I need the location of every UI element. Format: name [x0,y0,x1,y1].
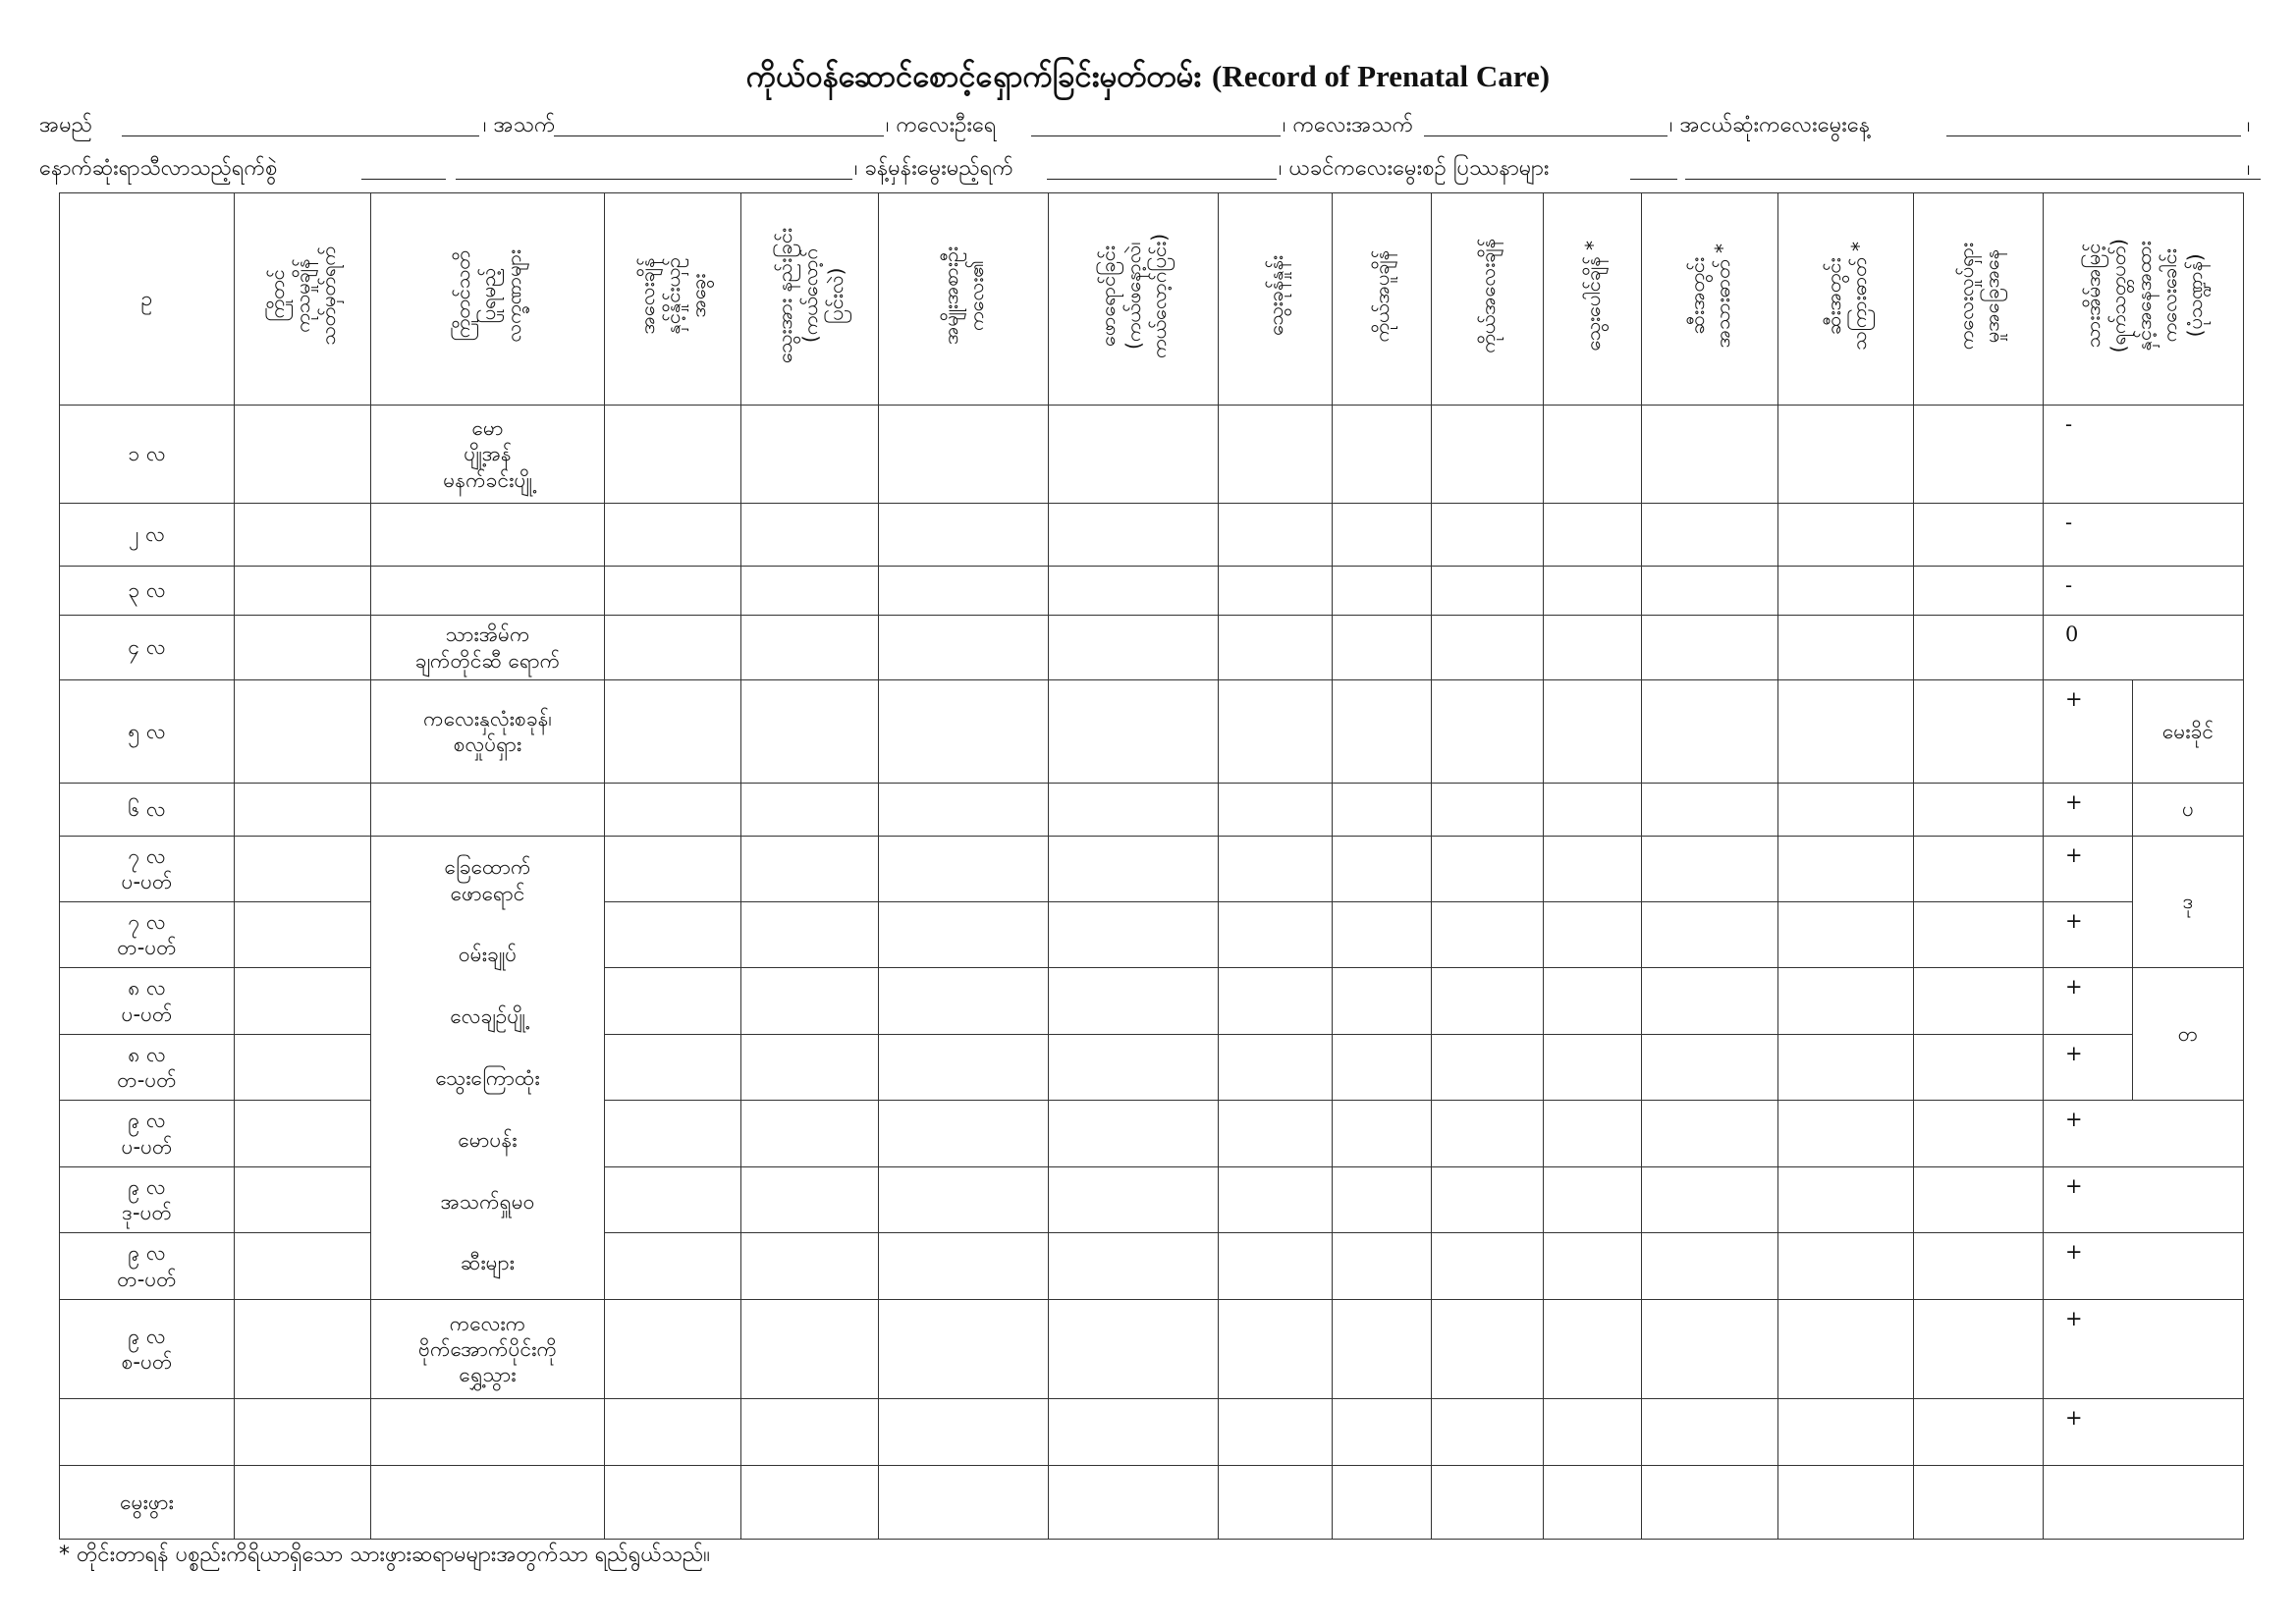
measurement-cell[interactable] [1432,1035,1544,1101]
fundal-height-mark: + [2044,837,2133,902]
line1-end: ၊ [2247,113,2251,137]
warning-sign-cell [371,1466,605,1540]
measurement-cell[interactable] [1432,837,1544,902]
measurement-cell[interactable] [879,1167,1049,1233]
appointment-cell[interactable] [235,1233,371,1300]
appointment-cell[interactable] [235,1101,371,1167]
measurement-cell[interactable] [1778,1101,1914,1167]
measurement-cell[interactable] [1219,784,1333,837]
measurement-cell[interactable] [879,1466,1049,1540]
measurement-cell[interactable] [1432,968,1544,1035]
measurement-cell[interactable] [1432,1101,1544,1167]
field-lmp-b[interactable] [456,179,852,180]
period-cell: ၉ လ ပ-ပတ် [60,1101,235,1167]
warning-sign-cell [371,1399,605,1466]
measurement-cell[interactable] [879,504,1049,567]
measurement-cell[interactable] [605,504,741,567]
appointment-cell[interactable] [235,902,371,968]
period-cell: ၅ လ [60,680,235,784]
header-row [60,193,2244,406]
measurement-cell[interactable] [1914,1300,2044,1399]
measurement-cell[interactable] [1049,406,1219,504]
measurement-cell[interactable] [1914,902,2044,968]
title-myanmar: ကိုယ်ဝန်ဆောင်စောင့်ရှောက်ခြင်းမှတ်တမ်း [745,59,1202,94]
measurement-cell[interactable] [1642,567,1778,616]
measurement-cell[interactable] [1778,968,1914,1035]
measurement-cell[interactable] [879,968,1049,1035]
footnote: * တိုင်းတာရန် ပစ္စည်းကိရိယာရှိသော သားဖွားဆရာမများအတွက်သာ ရည်ရွယ်သည်။ [59,1543,710,1567]
measurement-cell[interactable] [1432,504,1544,567]
measurement-cell[interactable] [1778,837,1914,902]
col-header-urine-sugar: ဆီးအတွင်း သကြားဓာတ် * [1778,193,1914,406]
measurement-cell[interactable] [1432,784,1544,837]
measurement-cell[interactable] [1642,968,1778,1035]
measurement-cell[interactable] [879,680,1049,784]
measurement-cell[interactable] [605,968,741,1035]
appointment-cell[interactable] [235,567,371,616]
measurement-cell[interactable] [1333,1101,1432,1167]
measurement-cell[interactable] [1544,1399,1642,1466]
field-youngest-birthday[interactable] [1946,135,2241,136]
measurement-cell[interactable] [1914,1466,2044,1540]
position-cell: ဒု [2133,837,2244,968]
appointment-cell[interactable] [235,504,371,567]
measurement-cell[interactable] [1333,567,1432,616]
measurement-cell[interactable] [1049,1233,1219,1300]
measurement-cell[interactable] [1642,784,1778,837]
measurement-cell[interactable] [1333,406,1432,504]
measurement-cell[interactable] [605,837,741,902]
measurement-cell[interactable] [1333,1466,1432,1540]
header-line-1 [39,110,2257,139]
fundal-height-mark: - [2044,567,2244,616]
measurement-cell[interactable] [741,1167,879,1233]
period-cell: ၇ လ တ-ပတ် [60,902,235,968]
warning-sign-cell [371,567,605,616]
measurement-cell[interactable] [605,1167,741,1233]
measurement-cell[interactable] [1049,616,1219,680]
warning-sign-text: မောပန်း [458,1127,518,1152]
measurement-cell[interactable] [1642,616,1778,680]
measurement-cell[interactable] [1914,968,2044,1035]
fundal-height-mark: 0 [2044,616,2244,680]
measurement-cell[interactable] [1544,616,1642,680]
measurement-cell[interactable] [1778,902,1914,968]
measurement-cell[interactable] [605,902,741,968]
measurement-cell[interactable] [879,1300,1049,1399]
measurement-cell[interactable] [1219,1233,1333,1300]
measurement-cell[interactable] [1049,1101,1219,1167]
title-english: (Record of Prenatal Care) [1212,59,1551,93]
label-name: အမည် [39,113,93,137]
prenatal-record-table [59,192,2244,1540]
period-cell: ၃ လ [60,567,235,616]
measurement-cell[interactable] [1642,1167,1778,1233]
period-cell: ၇ လ ပ-ပတ် [60,837,235,902]
measurement-cell[interactable] [1333,784,1432,837]
field-edd[interactable] [1047,179,1277,180]
measurement-cell[interactable] [1778,1300,1914,1399]
measurement-cell[interactable] [1642,680,1778,784]
measurement-cell[interactable] [1432,567,1544,616]
measurement-cell[interactable] [1544,784,1642,837]
measurement-cell[interactable] [1642,504,1778,567]
appointment-cell[interactable] [235,1300,371,1399]
appointment-cell[interactable] [235,406,371,504]
measurement-cell[interactable] [1432,680,1544,784]
measurement-cell[interactable] [1432,1300,1544,1399]
measurement-cell[interactable] [1914,784,2044,837]
measurement-cell[interactable] [1778,567,1914,616]
warning-sign-text: လေချဉ်ပျို့ [450,1004,525,1029]
col-header-temperature: ကိုယ်အပူချိန် [1333,193,1432,406]
measurement-cell[interactable] [1333,968,1432,1035]
appointment-cell[interactable] [235,1167,371,1233]
measurement-cell[interactable] [879,406,1049,504]
appointment-cell[interactable] [235,1399,371,1466]
measurement-cell[interactable] [1219,1300,1333,1399]
measurement-cell[interactable] [1914,504,2044,567]
appointment-cell[interactable] [235,784,371,837]
measurement-cell[interactable] [1642,1399,1778,1466]
measurement-cell[interactable] [741,902,879,968]
warning-sign-text: ဝမ်းချုပ် [458,943,518,967]
measurement-cell[interactable] [879,1399,1049,1466]
header-line-2 [39,153,2257,183]
table-row [60,1399,2244,1466]
measurement-cell[interactable] [741,567,879,616]
measurement-cell[interactable] [1778,784,1914,837]
warning-sign-text: အသက်ရှူမဝ [440,1189,535,1214]
measurement-cell[interactable] [1642,1300,1778,1399]
measurement-cell[interactable] [741,680,879,784]
measurement-cell[interactable] [1432,616,1544,680]
measurement-cell[interactable] [1333,504,1432,567]
measurement-cell[interactable] [879,1101,1049,1167]
warning-sign-cell: သားအိမ်က ချက်တိုင်ဆီ ရောက် [371,616,605,680]
measurement-cell[interactable] [1049,504,1219,567]
measurement-cell[interactable] [879,567,1049,616]
fundal-height-mark: + [2044,1167,2244,1233]
period-cell: ၈ လ ပ-ပတ် [60,968,235,1035]
measurement-cell[interactable] [741,406,879,504]
measurement-cell[interactable] [879,616,1049,680]
col-header-urine-protein: ဆီးအတွင်း အသားဓာတ် * [1642,193,1778,406]
fundal-height-mark: + [2044,902,2133,968]
measurement-cell[interactable] [1432,1466,1544,1540]
measurement-cell[interactable] [605,784,741,837]
measurement-cell[interactable] [741,616,879,680]
measurement-cell[interactable] [1049,1466,1219,1540]
position-cell: တ [2133,968,2244,1101]
measurement-cell[interactable] [741,1101,879,1167]
col-header-warning-signs: ကြိုတင်သတိ ပြုရမည့် လက္ခဏာများ [371,193,605,406]
table-row [60,504,2244,567]
fundal-height-mark [2044,1466,2244,1540]
measurement-cell[interactable] [879,902,1049,968]
measurement-cell[interactable] [1778,1035,1914,1101]
measurement-cell[interactable] [1219,616,1333,680]
fundal-height-mark: + [2044,1300,2244,1399]
table-row [60,406,2244,504]
measurement-cell[interactable] [1049,680,1219,784]
period-cell: ၉ လ စ-ပတ် [60,1300,235,1399]
table-row [60,680,2244,784]
measurement-cell[interactable] [1219,1466,1333,1540]
measurement-cell[interactable] [1219,837,1333,902]
measurement-cell[interactable] [1333,1300,1432,1399]
fundal-height-mark: + [2044,1101,2244,1167]
measurement-cell[interactable] [605,1233,741,1300]
measurement-cell[interactable] [1333,1399,1432,1466]
measurement-cell[interactable] [1333,902,1432,968]
measurement-cell[interactable] [1432,1167,1544,1233]
measurement-cell[interactable] [1544,1035,1642,1101]
period-cell: ၉ လ တ-ပတ် [60,1233,235,1300]
measurement-cell[interactable] [1778,616,1914,680]
measurement-cell[interactable] [741,1233,879,1300]
measurement-cell[interactable] [1544,1300,1642,1399]
measurement-cell[interactable] [1642,1233,1778,1300]
measurement-cell[interactable] [1778,1167,1914,1233]
field-problems-b[interactable] [1685,179,2261,180]
measurement-cell[interactable] [1544,1167,1642,1233]
col-header-weight-compare: အလေးချိန် နှင့်နှိုင်းယှဉ် အခွေး [605,193,741,406]
appointment-cell[interactable] [235,680,371,784]
table-row [60,837,2244,902]
measurement-cell[interactable] [1914,680,2044,784]
measurement-cell[interactable] [741,1399,879,1466]
measurement-cell[interactable] [1544,567,1642,616]
fundal-height-mark: + [2044,1399,2244,1466]
measurement-cell[interactable] [1049,968,1219,1035]
col-header-appointment: ကြိုတင် ကုသမှုချိန် သတ်မှတ်ရက် [235,193,371,406]
measurement-cell[interactable] [1219,567,1333,616]
warning-sign-cell [371,784,605,837]
period-cell [60,1399,235,1466]
measurement-cell[interactable] [1778,680,1914,784]
measurement-cell[interactable] [1914,406,2044,504]
measurement-cell[interactable] [1049,784,1219,837]
measurement-cell[interactable] [605,1101,741,1167]
measurement-cell[interactable] [1544,902,1642,968]
label-edd: ၊ ခန့်မှန်းမွေးမည့်ရက် [854,156,1013,181]
measurement-cell[interactable] [1914,1167,2044,1233]
label-problems: ၊ ယခင်ကလေးမွေးစဉ် ပြဿနာများ [1279,156,1550,181]
measurement-cell[interactable] [605,1300,741,1399]
col-header-body-weight: ကိုယ်အလေးချိန် [1432,193,1544,406]
measurement-cell[interactable] [1642,902,1778,968]
measurement-cell[interactable] [1333,837,1432,902]
measurement-cell[interactable] [879,1035,1049,1101]
fundal-height-mark: + [2044,1233,2244,1300]
fundal-height-mark: + [2044,784,2133,837]
measurement-cell[interactable] [1333,1167,1432,1233]
label-children: ၊ ကလေးဦးရေ [886,113,997,137]
measurement-cell[interactable] [1914,1101,2044,1167]
measurement-cell[interactable] [1544,968,1642,1035]
measurement-cell[interactable] [1219,902,1333,968]
position-cell: ပ [2133,784,2244,837]
period-cell: ၂ လ [60,504,235,567]
measurement-cell[interactable] [1049,1167,1219,1233]
measurement-cell[interactable] [1544,504,1642,567]
line2-end: ၊ [2247,156,2251,181]
label-lmp: နောက်ဆုံးရာသီလာသည့်ရက်စွဲ [39,156,278,181]
measurement-cell[interactable] [741,784,879,837]
col-header-anemia: သွေးအား နည်းခြင်း (ကယ်လော့ဂ် ပြင်းလဲ) [741,193,879,406]
measurement-cell[interactable] [605,616,741,680]
field-children[interactable] [1031,135,1281,136]
page-title [0,57,2296,102]
warning-sign-text: ခြေထောက် ဖောရောင် [444,855,531,905]
measurement-cell[interactable] [1432,1233,1544,1300]
field-problems-a[interactable] [1630,179,1677,180]
period-cell: ၈ လ တ-ပတ် [60,1035,235,1101]
warning-sign-cell: ကလေးက ဗိုက်အောက်ပိုင်းကို ရွှေ့သွား [371,1300,605,1399]
measurement-cell[interactable] [1642,1035,1778,1101]
measurement-cell[interactable] [1778,1466,1914,1540]
measurement-cell[interactable] [1333,680,1432,784]
col-header-blood-pressure: သွေးပေါင်ချိန် * [1544,193,1642,406]
measurement-cell[interactable] [1544,406,1642,504]
measurement-cell[interactable] [1333,616,1432,680]
measurement-cell[interactable] [1914,567,2044,616]
measurement-cell[interactable] [741,1466,879,1540]
measurement-cell[interactable] [1219,680,1333,784]
col-header-pulse: သွေးခုန်နှုန်း [1219,193,1333,406]
measurement-cell[interactable] [1219,1167,1333,1233]
table-row [60,784,2244,837]
period-cell: မွေးဖွား [60,1466,235,1540]
measurement-cell[interactable] [879,1233,1049,1300]
measurement-cell[interactable] [1642,837,1778,902]
fundal-height-mark: + [2044,968,2133,1035]
appointment-cell[interactable] [235,1035,371,1101]
appointment-cell[interactable] [235,616,371,680]
measurement-cell[interactable] [741,1035,879,1101]
measurement-cell[interactable] [1544,1233,1642,1300]
appointment-cell[interactable] [235,837,371,902]
measurement-cell[interactable] [741,968,879,1035]
measurement-cell[interactable] [1778,504,1914,567]
measurement-cell[interactable] [1333,1233,1432,1300]
period-cell: ၉ လ ဒု-ပတ် [60,1167,235,1233]
measurement-cell[interactable] [879,837,1049,902]
fundal-height-mark: + [2044,1035,2133,1101]
measurement-cell[interactable] [741,1300,879,1399]
table-row [60,567,2244,616]
measurement-cell[interactable] [1432,406,1544,504]
warning-sign-text: ဆီးများ [461,1251,515,1275]
warning-sign-cell [371,504,605,567]
measurement-cell[interactable] [1544,1101,1642,1167]
measurement-cell[interactable] [605,567,741,616]
fundal-height-mark: + [2044,680,2133,784]
measurement-cell[interactable] [1219,968,1333,1035]
period-cell: ၁ လ [60,406,235,504]
col-header-fundal-height: သားအိမ်အမြင့် (ရက်သတ္တပတ်) နှင့်အနေအထား ကလေးခေါင်း (ပုံသဏ္ဍာန်) [2044,193,2244,406]
col-header-swelling: ဖောရောင်ခြင်း (ကယ်ဖနော့လဲ၊ ကယ်လော့ဂ်ပြင်း) [1049,193,1219,406]
measurement-cell[interactable] [1333,1035,1432,1101]
measurement-cell[interactable] [1914,1035,2044,1101]
label-youngest-birthday: ၊ အငယ်ဆုံးကလေးမွေးနေ့ [1669,113,1871,137]
field-name[interactable] [122,135,479,136]
measurement-cell[interactable] [1914,616,2044,680]
measurement-cell[interactable] [1642,406,1778,504]
measurement-cell[interactable] [1544,1466,1642,1540]
col-header-fetal-movement: ကလေးလှုပ်ရှား မှုအခြေအနေ [1914,193,2044,406]
table-row [60,1466,2244,1540]
field-child-age[interactable] [1424,135,1667,136]
measurement-cell[interactable] [1049,1035,1219,1101]
measurement-cell[interactable] [741,504,879,567]
fundal-height-mark: - [2044,406,2244,504]
measurement-cell[interactable] [605,1035,741,1101]
measurement-cell[interactable] [1049,567,1219,616]
table-row [60,1300,2244,1399]
period-cell: ၆ လ [60,784,235,837]
measurement-cell[interactable] [1219,1399,1333,1466]
period-cell: ၄ လ [60,616,235,680]
measurement-cell[interactable] [1049,1300,1219,1399]
measurement-cell[interactable] [1049,902,1219,968]
appointment-cell[interactable] [235,1466,371,1540]
measurement-cell[interactable] [879,784,1049,837]
measurement-cell[interactable] [1219,1101,1333,1167]
appointment-cell[interactable] [235,968,371,1035]
warning-sign-merged-cell [371,837,605,1300]
measurement-cell[interactable] [605,1399,741,1466]
measurement-cell[interactable] [1914,1399,2044,1466]
measurement-cell[interactable] [1219,406,1333,504]
measurement-cell[interactable] [605,1466,741,1540]
measurement-cell[interactable] [1432,1399,1544,1466]
measurement-cell[interactable] [605,680,741,784]
table-row [60,616,2244,680]
measurement-cell[interactable] [1778,406,1914,504]
warning-sign-text: သွေးကြောထုံး [435,1065,540,1090]
label-age: ၊ အသက် [483,113,556,137]
measurement-cell[interactable] [1544,837,1642,902]
measurement-cell[interactable] [1219,504,1333,567]
warning-sign-cell: မော ပျို့အန် မနက်ခင်းပျို့ [371,406,605,504]
label-child-age: ၊ ကလေးအသက် [1283,113,1414,137]
measurement-cell[interactable] [1642,1101,1778,1167]
measurement-cell[interactable] [1914,1233,2044,1300]
col-header-period: ဥ [60,193,235,406]
fundal-height-mark: - [2044,504,2244,567]
measurement-cell[interactable] [1778,1233,1914,1300]
measurement-cell[interactable] [1914,837,2044,902]
measurement-cell[interactable] [1544,680,1642,784]
measurement-cell[interactable] [1049,1399,1219,1466]
measurement-cell[interactable] [1049,837,1219,902]
measurement-cell[interactable] [1219,1035,1333,1101]
field-lmp-a[interactable] [361,179,446,180]
col-header-child-type: အမျိုးအစားဦး ကလေး၏ [879,193,1049,406]
measurement-cell[interactable] [605,406,741,504]
measurement-cell[interactable] [1642,1466,1778,1540]
field-age[interactable] [554,135,884,136]
measurement-cell[interactable] [1432,902,1544,968]
position-cell: မေးခိုင် [2133,680,2244,784]
measurement-cell[interactable] [741,837,879,902]
warning-sign-cell: ကလေးနှလုံးစခုန်၊ စလှုပ်ရှား [371,680,605,784]
measurement-cell[interactable] [1778,1399,1914,1466]
